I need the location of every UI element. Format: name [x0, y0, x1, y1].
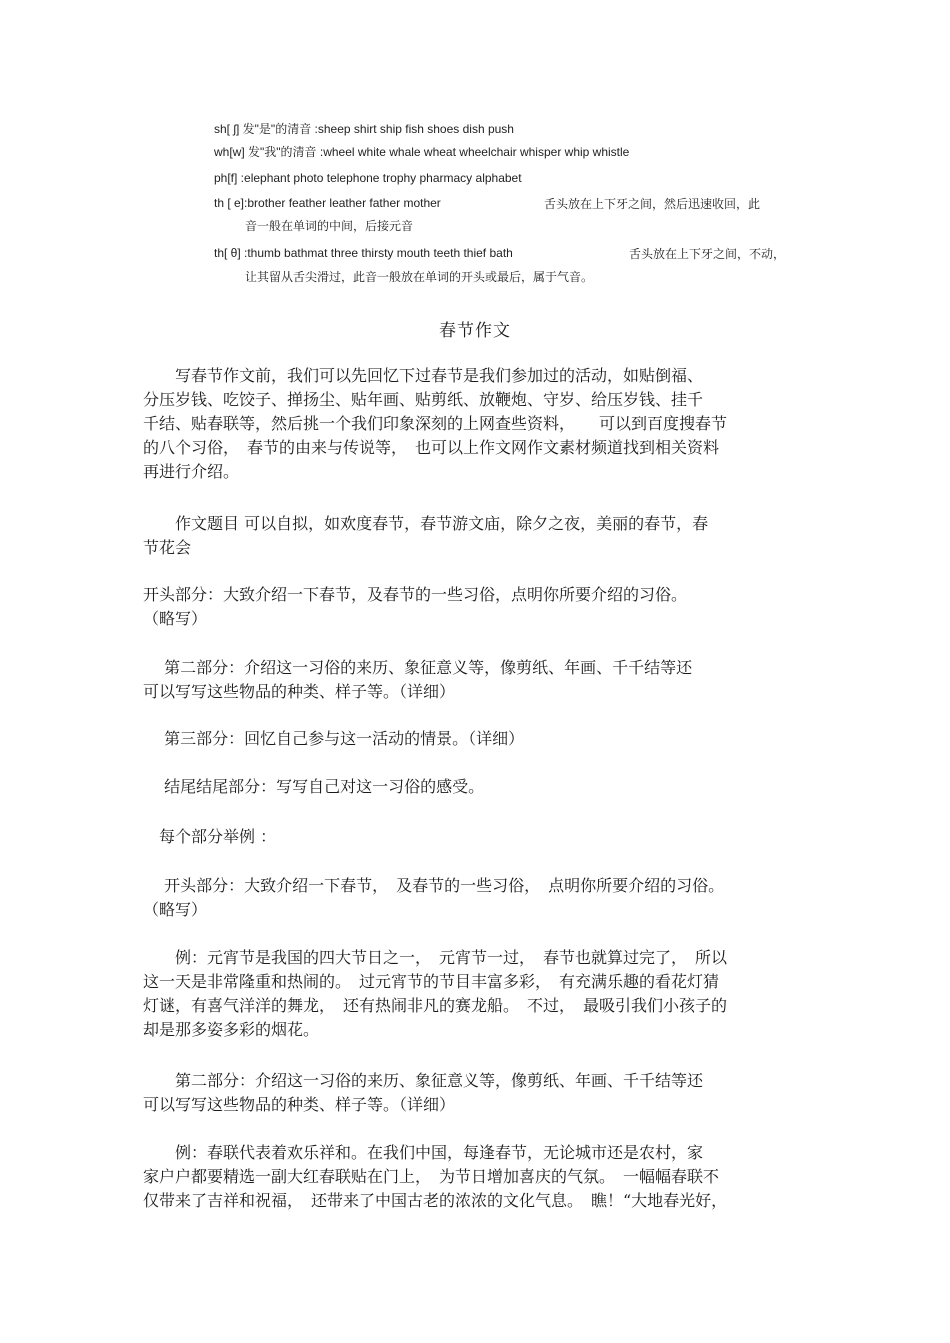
paragraph-part-two [143, 656, 803, 704]
phonics-line-th-voiced: th [ e]:brother feather leather father mother [214, 196, 441, 210]
paragraph-example-couplets [143, 1141, 803, 1213]
paragraph-opening-again [143, 874, 803, 922]
text-line: 例：春联代表着欢乐祥和。在我们中国，每逢春节，无论城市还是农村，家 [143, 1143, 704, 1162]
paragraph-topics [143, 512, 803, 560]
text-line: 第二部分：介绍这一习俗的来历、象征意义等，像剪纸、年画、千千结等还 [143, 1071, 704, 1090]
paragraph-examples-heading [143, 825, 803, 849]
text-line: 可以写写这些物品的种类、样子等。（详细） [143, 682, 456, 701]
phonics-line-sh: sh[ ʃ] 发"是"的清音 :sheep shirt ship fish shoes dish push [214, 122, 514, 136]
text-line: 灯谜，有喜气洋洋的舞龙， 还有热闹非凡的赛龙船。 不过， 最吸引我们小孩子的 [143, 996, 728, 1015]
paragraph-opening [143, 583, 803, 631]
paragraph-ending [143, 775, 803, 799]
text-line: 分压岁钱、吃饺子、掸扬尘、贴年画、贴剪纸、放鞭炮、守岁、给压岁钱、挂千 [143, 390, 704, 409]
text-line: 节花会 [143, 538, 192, 557]
phonics-line-wh: wh[w] 发"我"的清音 :wheel white whale wheat wheelchair whisper whip whistle [214, 145, 630, 159]
phonics-note-th-voiceless-cont: 让其留从舌尖滑过，此音一般放在单词的开头或最后，属于气音。 [245, 270, 594, 284]
text-line: 结尾结尾部分：写写自己对这一习俗的感受。 [143, 777, 485, 796]
text-line: 第二部分：介绍这一习俗的来历、象征意义等，像剪纸、年画、千千结等还 [143, 658, 693, 677]
phonics-line-ph: ph[f] :elephant photo telephone trophy pharmacy alphabet [214, 171, 522, 185]
phonics-note-th-voiced-cont: 音一般在单词的中间，后接元音 [245, 219, 414, 233]
phonics-line-th-voiceless: th[ θ] :thumb bathmat three thirsty mouth teeth thief bath [214, 246, 513, 260]
text-line: 例：元宵节是我国的四大节日之一， 元宵节一过， 春节也就算过完了， 所以 [143, 948, 728, 967]
text-line: 开头部分：大致介绍一下春节，及春节的一些习俗，点明你所要介绍的习俗。 [143, 585, 688, 604]
text-line: 写春节作文前，我们可以先回忆下过春节是我们参加过的活动，如贴倒福、 [143, 366, 704, 385]
text-line: 每个部分举例 ： [143, 827, 277, 846]
text-line: 这一天是非常隆重和热闹的。 过元宵节的节目丰富多彩， 有充满乐趣的看花灯猜 [143, 972, 720, 991]
paragraph-intro [143, 364, 803, 484]
text-line: （略写） [143, 900, 208, 919]
text-line: 开头部分：大致介绍一下春节， 及春节的一些习俗， 点明你所要介绍的习俗。 [143, 876, 725, 895]
text-line: 作文题目 可以自拟，如欢度春节，春节游文庙，除夕之夜，美丽的春节，春 [143, 514, 709, 533]
text-line: 家户户都要精选一副大红春联贴在门上， 为节日增加喜庆的气氛。 一幅幅春联不 [143, 1167, 720, 1186]
paragraph-part-three [143, 727, 803, 751]
text-line: 可以写写这些物品的种类、样子等。（详细） [143, 1095, 456, 1114]
phonics-note-th-voiced: 舌头放在上下牙之间，然后迅速收回，此 [544, 197, 761, 211]
phonics-note-th-voiceless: 舌头放在上下牙之间，不动， [629, 247, 786, 261]
text-line: 却是那多姿多彩的烟花。 [143, 1020, 320, 1039]
text-line: 再进行介绍。 [143, 462, 240, 481]
text-line: 第三部分：回忆自己参与这一活动的情景。（详细） [143, 729, 525, 748]
essay-title: 春节作文 [439, 321, 511, 341]
text-line: 千结、贴春联等，然后挑一个我们印象深刻的上网查些资料， 可以到百度搜春节 [143, 414, 728, 433]
text-line: 仅带来了吉祥和祝福， 还带来了中国古老的浓浓的文化气息。 瞧！“大地春光好， [143, 1191, 728, 1210]
text-line: （略写） [143, 609, 208, 628]
paragraph-example-lantern [143, 946, 803, 1042]
text-line: 的八个习俗， 春节的由来与传说等， 也可以上作文网作文素材频道找到相关资料 [143, 438, 720, 457]
paragraph-part-two-again [143, 1069, 803, 1117]
